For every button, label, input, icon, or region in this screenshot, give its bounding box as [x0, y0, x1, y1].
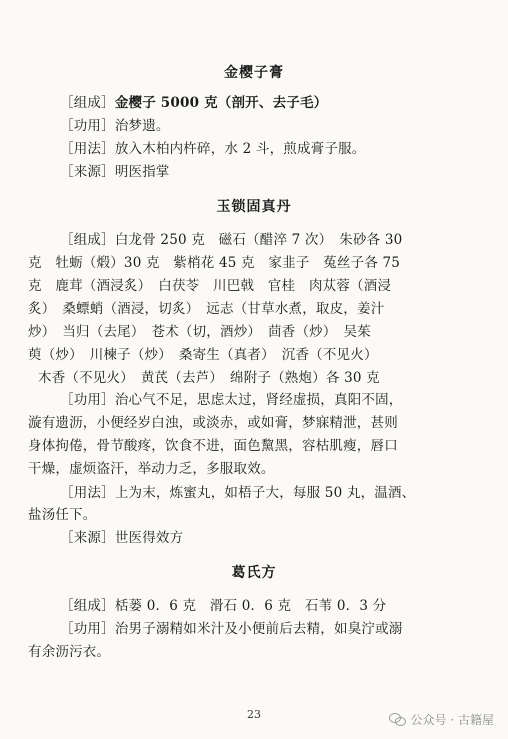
line-function-2-cont: 身体拘倦，骨节酸疼，饮食不进，面色黧黑，容枯肌瘦，唇口 — [28, 438, 398, 454]
line-composition-3: ［组成］栝蒌 0．6 克 滑石 0．6 克 石苇 0．3 分 — [60, 598, 387, 614]
section-title-2: 玉锁固真丹 — [216, 199, 292, 215]
line-composition-2-cont: 木香（不见火） 黄芪（去芦） 绵附子（熟炮）各 30 克 — [38, 370, 380, 386]
wechat-icon — [389, 713, 407, 726]
section-title-3: 葛氏方 — [231, 565, 277, 581]
line-composition-2-cont: 克 鹿茸（酒浸炙） 白茯苓 川巴戟 官桂 肉苁蓉（酒浸 — [28, 278, 392, 294]
section-title-1: 金樱子膏 — [224, 65, 284, 81]
line-composition-2-cont: 炒） 当归（去尾） 苍术（切，酒炒） 茴香（炒） 吴茱 — [28, 324, 371, 340]
line-composition-2: ［组成］白龙骨 250 克 磁石（醋淬 7 次） 朱砂各 30 — [60, 232, 403, 248]
line-function-1: ［功用］治梦遗。 — [60, 118, 170, 134]
line-usage-2-cont: 盐汤任下。 — [28, 507, 97, 523]
line-function-3-cont: 有余沥污衣。 — [28, 644, 111, 660]
line-usage-1: ［用法］放入木柏内杵碎，水 2 斗，煎成膏子服。 — [60, 141, 366, 157]
page-number: 23 — [247, 708, 261, 721]
line-source-2: ［来源］世医得效方 — [60, 530, 184, 546]
line-composition-2-cont: 克 牡蛎（煅）30 克 紫梢花 45 克 家韭子 菟丝子各 75 — [28, 255, 401, 271]
watermark — [389, 711, 494, 728]
line-function-2: ［功用］治心气不足，思虑太过，肾经虚损，真阳不固， — [60, 392, 403, 408]
line-composition-2-cont: 萸（炒） 川楝子（炒） 桑寄生（真者） 沉香（不见火） — [28, 347, 378, 363]
line-usage-2: ［用法］上为末，炼蜜丸，如梧子大，每服 50 丸，温酒、 — [60, 485, 416, 501]
line-function-2-cont: 漩有遗沥，小便经岁白浊，或淡赤，或如膏，梦寐精泄，甚则 — [28, 415, 398, 431]
line-composition-2-cont: 炙） 桑螵蛸（酒浸，切炙） 远志（甘草水煮，取皮，姜汁 — [28, 301, 385, 317]
watermark-text: 公众号 · 古籍屋 — [410, 713, 494, 727]
line-composition-1: ［组成］金樱子 5000 克（剖开、去子毛） — [60, 95, 328, 111]
line-source-1: ［来源］明医指掌 — [60, 164, 170, 180]
line-function-2-cont: 干燥，虚烦盗汗，举动力乏，多服取效。 — [28, 461, 275, 477]
line-function-3: ［功用］治男子溺精如米汁及小便前后去精，如臭泞或溺 — [60, 621, 403, 637]
